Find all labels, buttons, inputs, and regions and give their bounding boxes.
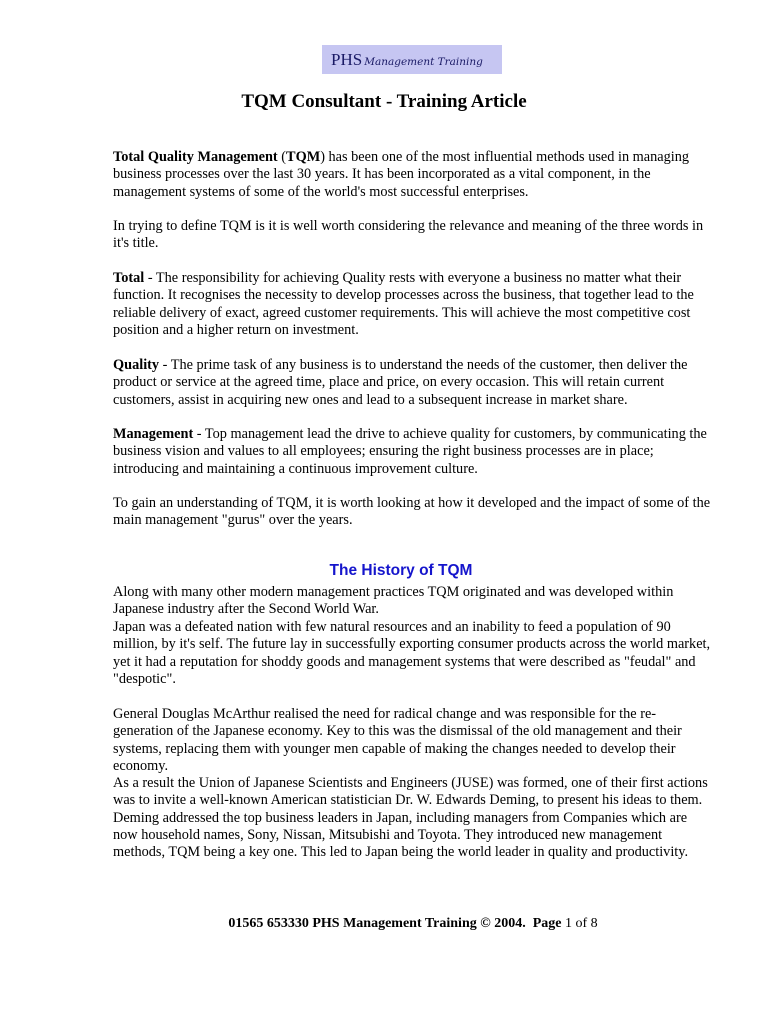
- footer-page-number: 1: [564, 916, 572, 931]
- logo-brand: PHS: [331, 50, 363, 69]
- logo-subtitle: Management Training: [364, 56, 483, 68]
- intro-text-open: (: [277, 149, 287, 165]
- history-paragraph-3: General Douglas McArthur realised the need for radical change and was responsible for the re-generation of the Japanese economy. Key to this was the dismissal of the old management and their systems, replacing them with younger men capable of making the changes needed to develop their economy.: [113, 706, 682, 774]
- intro-text-body: ) has been one of the most influential methods used in managing business processes over the last 30 years. It has been incorporated as a vital component, in the management systems of some of the world's most successful enterprises.: [113, 149, 690, 200]
- footer-page-total: of 8: [575, 916, 598, 931]
- term-quality: Quality: [113, 357, 160, 373]
- term-total-quality-management: Total Quality Management: [113, 149, 278, 165]
- history-heading: The History of TQM: [329, 562, 473, 579]
- history-paragraph-2: Japan was a defeated nation with few natural resources and an inability to feed a population of 90 million, by it's self. The future lay in successfully exporting consumer products across the world market, yet it had a reputation for shoddy goods and management systems that were described as "feudal" and "despotic".: [113, 619, 711, 687]
- page-title: TQM Consultant - Training Article: [241, 91, 527, 112]
- intro-paragraph: [113, 149, 713, 201]
- footer-text: 01565 653330 PHS Management Training © 2004.: [228, 916, 526, 931]
- quality-text: - The prime task of any business is to understand the needs of the customer, then deliver the product or service at the agreed time, place and price, on every occasion. This will retain current customers, assist in acquiring new ones and lead to a subsequent increase in market share.: [113, 357, 688, 408]
- history-paragraph-4: As a result the Union of Japanese Scientists and Engineers (JUSE) was formed, one of their first actions was to invite a well-known American statistician Dr. W. Edwards Deming, to present his ideas to them. Deming addressed the top business leaders in Japan, including managers from Companies which are now household names, Sony, Nissan, Mitsubishi and Toyota. They introduced new management methods, TQM being a key one. This led to Japan being the world leader in quality and productivity.: [113, 775, 708, 861]
- total-paragraph: [113, 270, 713, 339]
- management-text: - Top management lead the drive to achieve quality for customers, by communicating the business vision and values to all employees; ensuring the right business processes are in place; introducing and maintaining a continuous improvement culture.: [113, 426, 707, 477]
- total-text: - The responsibility for achieving Quality rests with everyone a business no matter what their function. It recognises the necessity to develop processes across the business, that together lead to the reliable delivery of exact, agreed customer requirements. This will achieve the most competitive cost position and a higher return on investment.: [113, 270, 694, 338]
- gurus-paragraph: To gain an understanding of TQM, it is worth looking at how it developed and the impact of some of the main management "gurus" over the years.: [113, 495, 711, 529]
- page-footer: [0, 915, 768, 933]
- term-tqm: TQM: [286, 149, 321, 165]
- term-total: Total: [113, 270, 145, 286]
- company-logo: [322, 45, 502, 74]
- history-paragraph-1: Along with many other modern management practices TQM originated and was developed within Japanese industry after the Second World War.: [113, 584, 674, 618]
- quality-paragraph: [113, 357, 713, 409]
- define-paragraph: In trying to define TQM is it is well worth considering the relevance and meaning of the three words in it's title.: [113, 218, 704, 252]
- term-management: Management: [113, 426, 194, 442]
- management-paragraph: [113, 426, 713, 478]
- footer-page-label: Page: [532, 916, 562, 931]
